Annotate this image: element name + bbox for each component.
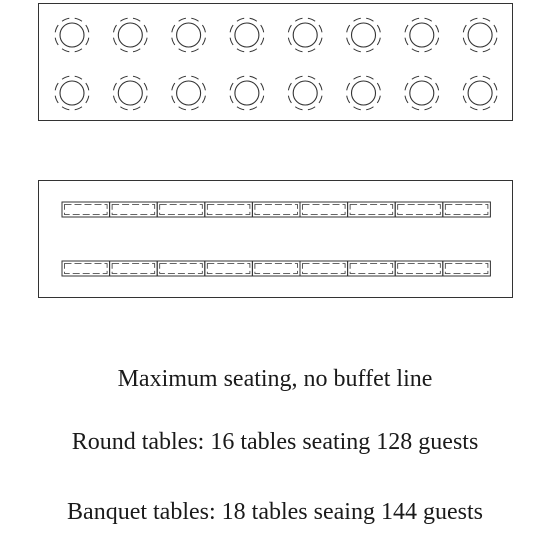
round-table-top <box>293 23 317 47</box>
chair <box>445 205 488 215</box>
chair <box>412 107 419 110</box>
chair <box>114 96 117 103</box>
chair <box>470 18 477 21</box>
chair <box>237 18 244 21</box>
banquet-section-border <box>39 181 513 298</box>
round-table-top <box>468 23 492 47</box>
chair <box>55 25 58 32</box>
chair <box>172 96 175 103</box>
chair <box>347 96 350 103</box>
round-table <box>347 76 381 110</box>
chair <box>114 83 117 90</box>
chair <box>308 18 315 21</box>
banquet-table <box>300 202 348 217</box>
chair <box>347 38 350 45</box>
chair <box>112 205 155 215</box>
banquet-table <box>443 261 491 276</box>
chair <box>319 38 322 45</box>
round-section-border <box>39 4 513 121</box>
chair <box>230 25 233 32</box>
chair <box>144 25 147 32</box>
chair <box>207 205 250 215</box>
chair <box>308 76 315 79</box>
chair <box>288 38 291 45</box>
chair <box>179 107 186 110</box>
chair <box>75 18 82 21</box>
chair <box>191 49 198 52</box>
chair <box>261 83 264 90</box>
chair <box>377 38 380 45</box>
banquet-table <box>62 261 110 276</box>
banquet-table <box>110 261 158 276</box>
chair <box>86 25 89 32</box>
chair <box>191 18 198 21</box>
chair <box>463 38 466 45</box>
chair <box>470 49 477 52</box>
chair <box>288 83 291 90</box>
chair <box>463 25 466 32</box>
chair <box>230 96 233 103</box>
chair <box>179 49 186 52</box>
round-table-top <box>352 23 376 47</box>
chair <box>425 49 432 52</box>
chair <box>436 25 439 32</box>
banquet-table <box>252 261 300 276</box>
chair <box>62 18 69 21</box>
chair <box>86 96 89 103</box>
chair <box>398 205 441 215</box>
chair <box>303 205 346 215</box>
chair <box>295 76 302 79</box>
chair <box>237 107 244 110</box>
chair <box>398 264 441 274</box>
chair <box>354 107 361 110</box>
chair <box>405 96 408 103</box>
chair <box>350 205 393 215</box>
chair <box>172 38 175 45</box>
chair <box>255 264 298 274</box>
chair <box>191 107 198 110</box>
chair <box>308 107 315 110</box>
chair <box>261 25 264 32</box>
chair <box>405 25 408 32</box>
chair <box>75 49 82 52</box>
chair <box>133 76 140 79</box>
chair <box>250 49 257 52</box>
chair <box>237 49 244 52</box>
chair <box>62 76 69 79</box>
round-table-top <box>60 23 84 47</box>
chair <box>347 83 350 90</box>
chair <box>202 96 205 103</box>
chair <box>354 49 361 52</box>
chair <box>319 83 322 90</box>
chair <box>463 83 466 90</box>
chair <box>133 18 140 21</box>
round-table <box>55 76 89 110</box>
chair <box>65 205 108 215</box>
round-table-top <box>410 81 434 105</box>
chair <box>55 83 58 90</box>
chair <box>65 264 108 274</box>
banquet-table <box>300 261 348 276</box>
chair <box>483 49 490 52</box>
round-table <box>172 18 206 52</box>
chair <box>405 38 408 45</box>
banquet-table <box>395 202 443 217</box>
round-table-top <box>60 81 84 105</box>
chair <box>425 76 432 79</box>
chair <box>230 38 233 45</box>
chair <box>207 264 250 274</box>
chair <box>494 25 497 32</box>
chair <box>436 96 439 103</box>
chair <box>494 96 497 103</box>
chair <box>436 38 439 45</box>
chair <box>483 18 490 21</box>
round-table <box>55 18 89 52</box>
chair <box>120 18 127 21</box>
chair <box>202 25 205 32</box>
chair <box>295 18 302 21</box>
chair <box>366 76 373 79</box>
chair <box>75 76 82 79</box>
chair <box>494 38 497 45</box>
round-table <box>230 76 264 110</box>
banquet-table <box>395 261 443 276</box>
chair <box>112 264 155 274</box>
chair <box>425 107 432 110</box>
round-table-top <box>235 23 259 47</box>
round-table <box>114 76 148 110</box>
round-table <box>405 18 439 52</box>
banquet-table <box>348 202 396 217</box>
chair <box>354 18 361 21</box>
chair <box>144 38 147 45</box>
banquet-table <box>205 261 253 276</box>
chair <box>308 49 315 52</box>
chair <box>303 264 346 274</box>
round-table <box>405 76 439 110</box>
chair <box>377 25 380 32</box>
round-table-top <box>177 23 201 47</box>
chair <box>202 38 205 45</box>
round-table <box>230 18 264 52</box>
banquet-table <box>348 261 396 276</box>
banquet-table <box>252 202 300 217</box>
chair <box>250 18 257 21</box>
chair <box>470 76 477 79</box>
chair <box>288 96 291 103</box>
chair <box>120 107 127 110</box>
chair <box>377 83 380 90</box>
chair <box>250 107 257 110</box>
banquet-tables-summary: Banquet tables: 18 tables seaing 144 guests <box>67 499 483 525</box>
round-tables-summary: Round tables: 16 tables seating 128 guests <box>71 429 479 455</box>
chair <box>250 76 257 79</box>
round-table <box>463 18 497 52</box>
chair <box>295 107 302 110</box>
round-table-top <box>118 23 142 47</box>
chair <box>494 83 497 90</box>
chair <box>412 49 419 52</box>
chair <box>179 76 186 79</box>
chair <box>160 264 203 274</box>
chair <box>55 38 58 45</box>
banquet-table <box>157 261 205 276</box>
layout-title: Maximum seating, no buffet line <box>117 366 433 392</box>
chair <box>144 96 147 103</box>
round-table <box>288 76 322 110</box>
chair <box>144 83 147 90</box>
round-table-top <box>235 81 259 105</box>
chair <box>261 38 264 45</box>
banquet-table <box>443 202 491 217</box>
chair <box>86 38 89 45</box>
round-tables-section <box>39 4 513 121</box>
round-table-top <box>352 81 376 105</box>
chair <box>425 18 432 21</box>
round-table-top <box>118 81 142 105</box>
chair <box>179 18 186 21</box>
round-table <box>463 76 497 110</box>
chair <box>366 18 373 21</box>
chair <box>75 107 82 110</box>
round-table-top <box>410 23 434 47</box>
chair <box>120 76 127 79</box>
chair <box>133 107 140 110</box>
chair <box>62 107 69 110</box>
chair <box>114 25 117 32</box>
chair <box>445 264 488 274</box>
chair <box>172 25 175 32</box>
chair <box>483 107 490 110</box>
chair <box>230 83 233 90</box>
chair <box>55 96 58 103</box>
chair <box>160 205 203 215</box>
chair <box>237 76 244 79</box>
chair <box>463 96 466 103</box>
chair <box>366 49 373 52</box>
chair <box>191 76 198 79</box>
banquet-table <box>205 202 253 217</box>
chair <box>86 83 89 90</box>
chair <box>62 49 69 52</box>
chair <box>288 25 291 32</box>
round-table <box>288 18 322 52</box>
chair <box>347 25 350 32</box>
chair <box>412 18 419 21</box>
round-table-top <box>177 81 201 105</box>
chair <box>133 49 140 52</box>
banquet-tables-section <box>39 181 513 298</box>
round-table <box>114 18 148 52</box>
chair <box>255 205 298 215</box>
chair <box>172 83 175 90</box>
chair <box>377 96 380 103</box>
chair <box>319 25 322 32</box>
chair <box>350 264 393 274</box>
chair <box>120 49 127 52</box>
chair <box>354 76 361 79</box>
round-table <box>347 18 381 52</box>
chair <box>436 83 439 90</box>
banquet-table <box>62 202 110 217</box>
round-table <box>172 76 206 110</box>
round-table-top <box>293 81 317 105</box>
chair <box>319 96 322 103</box>
chair <box>366 107 373 110</box>
chair <box>202 83 205 90</box>
banquet-table <box>110 202 158 217</box>
round-table-top <box>468 81 492 105</box>
banquet-table <box>157 202 205 217</box>
chair <box>261 96 264 103</box>
chair <box>405 83 408 90</box>
chair <box>412 76 419 79</box>
chair <box>483 76 490 79</box>
chair <box>295 49 302 52</box>
chair <box>114 38 117 45</box>
chair <box>470 107 477 110</box>
